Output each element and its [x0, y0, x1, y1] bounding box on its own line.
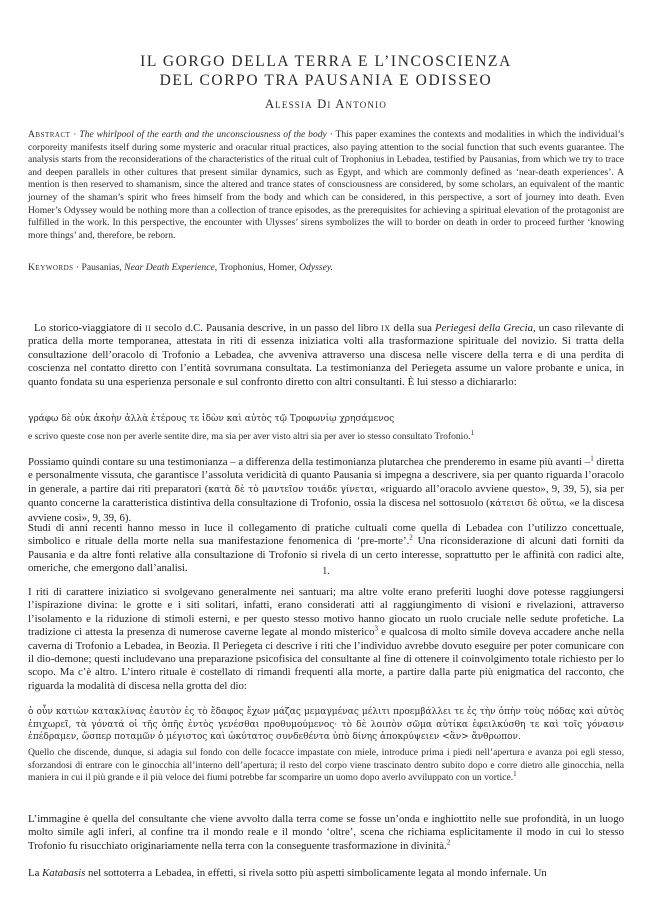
para3-text-b: Una riconsiderazione di alcuni dati forniti da Pausania e da altre fonti relative alla consultazione di Trofonio si rivela di un certo interesse, soprattutto per le affinità con radici alte, omeriche, che emergono dall’analisi. — [28, 535, 624, 575]
keywords-italic-a: Near Death Experience — [124, 262, 215, 273]
abstract-label: Abstract — [28, 129, 71, 140]
para4-text-a: I riti di carattere iniziatico si svolgevano generalmente nei santuari; ma altre volte erano preferiti luoghi dove potesse raggiungersi l’ispirazione divina: le grotte e i siti solitari, infatti, erano considerati atti al raggiungimento di visioni e rivelazioni, attraverso l’isolamento e la riduzione di stimoli esterni, e per questo stesso motivo hanno giocato un ruolo cruciale nelle sedute profetiche. La tradizione ci attesta la presenza di numerose caverne legate al mondo misterico — [28, 586, 624, 639]
footnote-ref: 1 — [590, 454, 594, 463]
para6-italic: Katabasis — [42, 867, 86, 879]
para1-text-a: Lo storico-viaggiatore di — [34, 322, 146, 334]
footnote-ref: 2 — [409, 533, 413, 542]
para2-greek-1: κατὰ δὲ τὸ μαντεῖον τοιάδε γίνεται — [208, 484, 375, 495]
para4-text-b: e qualcosa di molto simile doveva accadere anche nella caverna di Trofonio a Lebadea, in Beozia. Il Periegeta ci descrive i riti che l’individuo avrebbe dovuto eseguire per poter comunicare con il dio-demone; questi includevano una preparazione psicofisica del consultante al fine di ottenere il coinvolgimento totale richiesto per lo scopo. Ma c’è altro. L’intero rituale è costellato di rimandi frequenti alla morte, a partire dalla parte più enigmatica del racconto, che riguarda la modalità di discesa nella grotta del dio: — [28, 626, 624, 692]
keywords-text-a: · Pausanias, — [73, 262, 125, 273]
para6-text-b: nel sottoterra a Lebadea, in effetti, si rivela sotto più aspetti simbolicamente legata al mondo infernale. Un — [85, 867, 547, 879]
abstract — [28, 129, 624, 242]
title-line-1: IL GORGO DELLA TERRA E L’INCOSCIENZA — [140, 53, 512, 70]
keywords-label: Keywords — [28, 262, 74, 273]
paragraph-6 — [28, 867, 624, 880]
abstract-separator: · — [70, 129, 80, 140]
para1-book: ix — [381, 322, 391, 334]
para2-greek-2: κάτεισι δὲ οὕτω — [489, 499, 564, 510]
quote-1-translation — [28, 428, 624, 444]
paragraph-2 — [28, 456, 624, 525]
para1-century: ii — [145, 322, 152, 334]
para1-work-title: Periegesi della Grecia — [434, 322, 533, 334]
para2-text-b: diretta e personalmente vissuta, che garantisce l’assoluta veridicità di quanto Pausania si impegna a descrivere, sia per quanto riguarda l’oracolo in generale, a partire dai riti preparatori ( — [28, 456, 624, 495]
author-name: Alessia Di Antonio — [264, 97, 388, 111]
quote1-italian: e scrivo queste cose non per averle sentite dire, ma sia per aver visto altri sia per aver io stesso consultato Trofonio. — [28, 431, 471, 442]
para6-text-a: La — [28, 867, 43, 879]
keywords — [28, 262, 624, 275]
title-line-2: DEL CORPO TRA PAUSANIA E ODISSEO — [159, 72, 493, 89]
abstract-title: The whirlpool of the earth and the unconsciousness of the body — [79, 129, 327, 140]
para2-text-a: Possiamo quindi contare su una testimonianza – a differenza della testimonianza plutarchea che prenderemo in esame più avanti – — [28, 456, 591, 468]
footnote-ref: 1 — [513, 770, 517, 778]
para5-text-a: L’immagine è quella del consultante che viene avvolto dalla terra come se fosse un’onda e inghiottito nelle sue profondità, in un luogo molto simile agli inferi, al confine tra il mondo reale e il mondo ‘oltre’, scena che richiama esplicitamente il modo in cui lo stesso Trofonio fu risucchiato originariamente nella terra con la conseguente trasformazione in divinità. — [28, 813, 624, 852]
paragraph-1 — [28, 322, 624, 389]
quote2-italian: Quello che discende, dunque, si adagia sul fondo con delle focacce impastate con miele, introduce prima i piedi nell’apertura e avanza poi egli stesso, sforzandosi di entrare con le ginocchia all’interno dell’apertura; il resto del corpo viene trascinato dentro subito dopo e corre dietro alle ginocchia, nella maniera in cui il più grande e il più veloce dei fiumi potrebbe far scomparire un uomo dopo averlo avviluppato con un vortice. — [28, 747, 624, 784]
paragraph-5 — [28, 813, 624, 853]
abstract-text: · This paper examines the contexts and modalities in which the individual’s corporeity manifests itself during some mysteric and oracular ritual practices, also paying attention to the social function that such events guarantee. The analysis starts from the reconsiderations of the characteristics of the ritual cult of Trophonius in Lebadea, testified by Pausanias, from which we try to trace and deepen parallels in other cultures that present similar dynamics, such as Egypt, and which are commonly defined as ‘near-death experiences’. A mention is then reserved to shamanism, since the altered and trance states of consciousness are considered, by some scholars, an equivalent of the mantic journey of the shaman’s spirit who frees himself from the body and which can be considered, in this perspective, a sort of journey into death. Even Homer’s Odyssey would be nothing more than a collection of trance episodes, as the prerequisites for achieving a spiritual elevation of the protagonist are fulfilled in the work. In this perspective, the encounter with Ulysses’ sirens symbolizes the will to border on death in order to proceed further ‘knowing more things’ and, therefore, be reborn. — [28, 129, 624, 241]
footnote-ref: 3 — [374, 624, 378, 633]
quote-1-greek: γράφω δὲ οὐκ ἀκοὴν ἀλλὰ ἑτέρους τε ἰδὼν καὶ αὐτὸς τῷ Τροφωνίῳ χρησάμενος — [28, 414, 395, 424]
quote-2-translation — [28, 747, 624, 785]
para1-text-b: secolo d.C. Pausania descrive, in un passo del libro — [151, 322, 382, 334]
article-title — [28, 52, 624, 90]
para2-text-c: , «riguardo all’oracolo avviene questo», 9, 39, 5), sia per quanto concerne la caratteristica distintiva della consultazione di Trofonio, ossia la discesa nel sottosuolo ( — [28, 482, 624, 510]
footnote-ref: 1 — [470, 428, 475, 437]
keywords-italic-b: Odyssey. — [299, 262, 333, 273]
para3-text-a: Studi di anni recenti hanno messo in luce il collegamento di pratiche cultuali come quella di Lebadea con l’utilizzo concettuale, simbolico e rituale della morte nella sua manifestazione fenomenica di ‘pre-morte’. — [28, 522, 624, 548]
keywords-text-b: , Trophonius, Homer, — [214, 262, 300, 273]
para1-text-d: , un caso rilevante di pratica della morte temporanea, attestata in riti di essenza iniziatica volti alla trasformazione spirituale del novizio. Si tratta della consultazione dell’oracolo di Trofonio a Lebadea, che avveniva attraverso una discesa nelle viscere della terra e di una perdita di coscienza nel contatto diretto con l’entità sovrumana consultata. La testimonianza del Periegeta assume un valore probante e unica, in quanto fondata su una esperienza personale e sul confronto diretto con altri consultanti. È lui stesso a dichiararlo: — [28, 322, 624, 388]
paragraph-4 — [28, 586, 624, 693]
section-number: 1. — [322, 566, 330, 577]
para2-text-d: , «e la discesa avviene così», 9, 39, 6). — [28, 497, 624, 524]
para1-text-c: della sua — [390, 322, 435, 334]
quote-2-greek: ὁ οὖν κατιὼν κατακλίνας ἑαυτὸν ἐς τὸ ἔδαφος ἔχων μάζας μεμαγμένας μέλιτι προεμβάλλει τε ἐς τὴν ὀπὴν τοὺς πόδας καὶ αὐτὸς ἐπιχωρεῖ, τὰ γόνατά οἱ τῆς ὀπῆς ἐντὸς γενέσθαι προθυμούμενος· τὸ δὲ λοιπὸν σῶμα αὐτίκα ἐφειλκύσθη τε καὶ τοῖς γόνασιν ἐπέδραμεν, ὥσπερ ποταμῶν ὁ μέγιστος καὶ ὠκύτατος συνδεθέντα ὑπὸ δίνης ἀποκρύψειεν <ἂν> ἄνθρωπον. — [28, 707, 624, 743]
footnote-ref: 2 — [446, 838, 451, 847]
